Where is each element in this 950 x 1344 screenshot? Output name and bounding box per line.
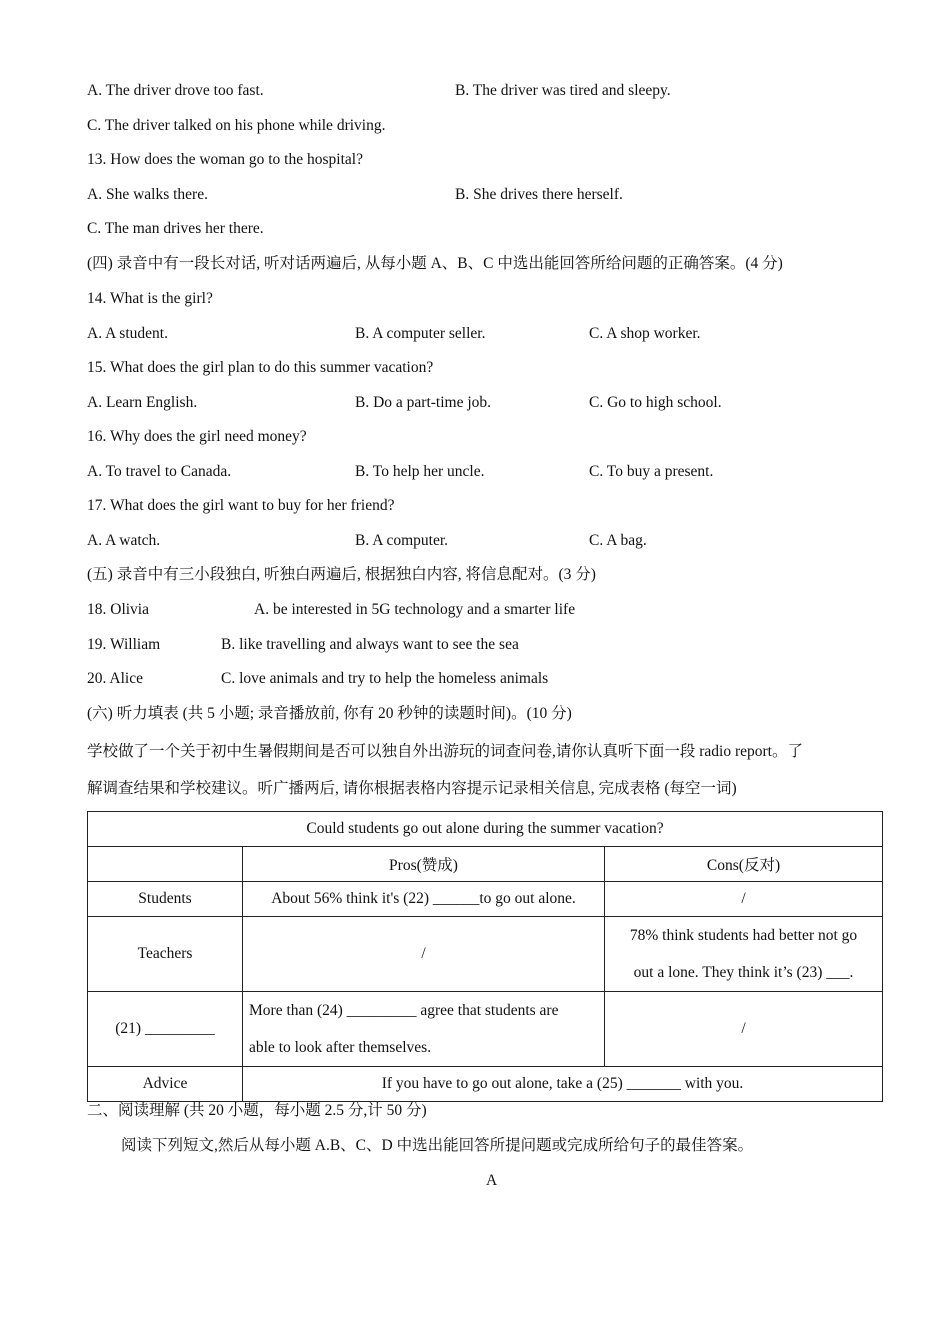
passage-label: A (486, 1172, 498, 1189)
question-17: 17. What does the girl want to buy for her friend? (87, 497, 395, 514)
option-13c: C. The man drives her there. (87, 220, 264, 237)
match-option-b: B. like travelling and always want to see the sea (221, 636, 519, 653)
option-14a: A. A student. (87, 325, 168, 342)
students-cons: / (605, 882, 883, 917)
option-14c: C. A shop worker. (589, 325, 701, 342)
table-empty-cell (88, 847, 243, 882)
option-12b: B. The driver was tired and sleepy. (455, 82, 671, 99)
match-option-a: A. be interested in 5G technology and a smarter life (254, 601, 576, 618)
table-head-pros: Pros(赞成) (243, 847, 605, 882)
part-2-heading: 二、阅读理解 (共 20 小题，每小题 2.5 分,计 50 分) (87, 1102, 427, 1119)
row21-pros (243, 992, 605, 1067)
reading-instructions: 阅读下列短文,然后从每小题 A.B、C、D 中选出能回答所提问题或完成所给句子的最佳答案。 (121, 1137, 754, 1154)
option-15a: A. Learn English. (87, 394, 198, 411)
row-label-students: Students (88, 882, 243, 917)
advice-text: If you have to go out alone, take a (25) _______ with you. (243, 1067, 883, 1102)
survey-table (87, 811, 883, 1102)
teachers-pros: / (243, 917, 605, 992)
table-title: Could students go out alone during the summer vacation? (88, 812, 883, 847)
option-16b: B. To help her uncle. (355, 463, 485, 480)
option-12a: A. The driver drove too fast. (87, 82, 264, 99)
section-6-heading: (六) 听力填表 (共 5 小题; 录音播放前, 你有 20 秒钟的读题时间)。(10 分) (87, 705, 572, 722)
question-16: 16. Why does the girl need money? (87, 428, 307, 445)
students-pros: About 56% think it's (22) ______to go out alone. (243, 882, 605, 917)
table-row (88, 847, 883, 882)
row-label-advice: Advice (88, 1067, 243, 1102)
table-row (88, 1067, 883, 1102)
option-16a: A. To travel to Canada. (87, 463, 232, 480)
section-6-intro-line2: 解调查结果和学校建议。听广播两后, 请你根据表格内容提示记录相关信息, 完成表格 (每空一词) (87, 780, 737, 797)
option-17b: B. A computer. (355, 532, 448, 549)
option-17c: C. A bag. (589, 532, 647, 549)
option-12c: C. The driver talked on his phone while driving. (87, 117, 386, 134)
option-15c: C. Go to high school. (589, 394, 722, 411)
table-row (88, 882, 883, 917)
teachers-cons-line2: out a lone. They think it’s (23) ___. (633, 964, 854, 981)
question-13: 13. How does the woman go to the hospital? (87, 151, 363, 168)
teachers-cons (605, 917, 883, 992)
row21-cons: / (605, 992, 883, 1067)
option-16c: C. To buy a present. (589, 463, 714, 480)
option-14b: B. A computer seller. (355, 325, 486, 342)
option-15b: B. Do a part-time job. (355, 394, 492, 411)
section-4-heading: (四) 录音中有一段长对话, 听对话两遍后, 从每小题 A、B、C 中选出能回答所给问题的正确答案。(4 分) (87, 255, 783, 272)
option-13b: B. She drives there herself. (455, 186, 623, 203)
teachers-cons-line1: 78% think students had better not go (629, 927, 858, 944)
question-15: 15. What does the girl plan to do this summer vacation? (87, 359, 434, 376)
match-option-c: C. love animals and try to help the homeless animals (221, 670, 549, 687)
table-head-cons: Cons(反对) (605, 847, 883, 882)
row21-pros-line2: able to look after themselves. (249, 1039, 432, 1056)
option-17a: A. A watch. (87, 532, 161, 549)
row-label-blank-21: (21) _________ (88, 992, 243, 1067)
row21-pros-line1: More than (24) _________ agree that students are (249, 1002, 559, 1019)
table-row (88, 917, 883, 992)
match-18-name: 18. Olivia (87, 601, 149, 618)
section-6-intro-line1: 学校做了一个关于初中生暑假期间是否可以独自外出游玩的词查问卷,请你认真听下面一段 radio report。了 (87, 743, 803, 760)
row-label-teachers: Teachers (88, 917, 243, 992)
option-13a: A. She walks there. (87, 186, 208, 203)
table-row (88, 812, 883, 847)
table-row (88, 992, 883, 1067)
section-5-heading: (五) 录音中有三小段独白, 听独白两遍后, 根据独白内容, 将信息配对。(3 分) (87, 566, 596, 583)
match-20-name: 20. Alice (87, 670, 143, 687)
question-14: 14. What is the girl? (87, 290, 213, 307)
match-19-name: 19. William (87, 636, 161, 653)
